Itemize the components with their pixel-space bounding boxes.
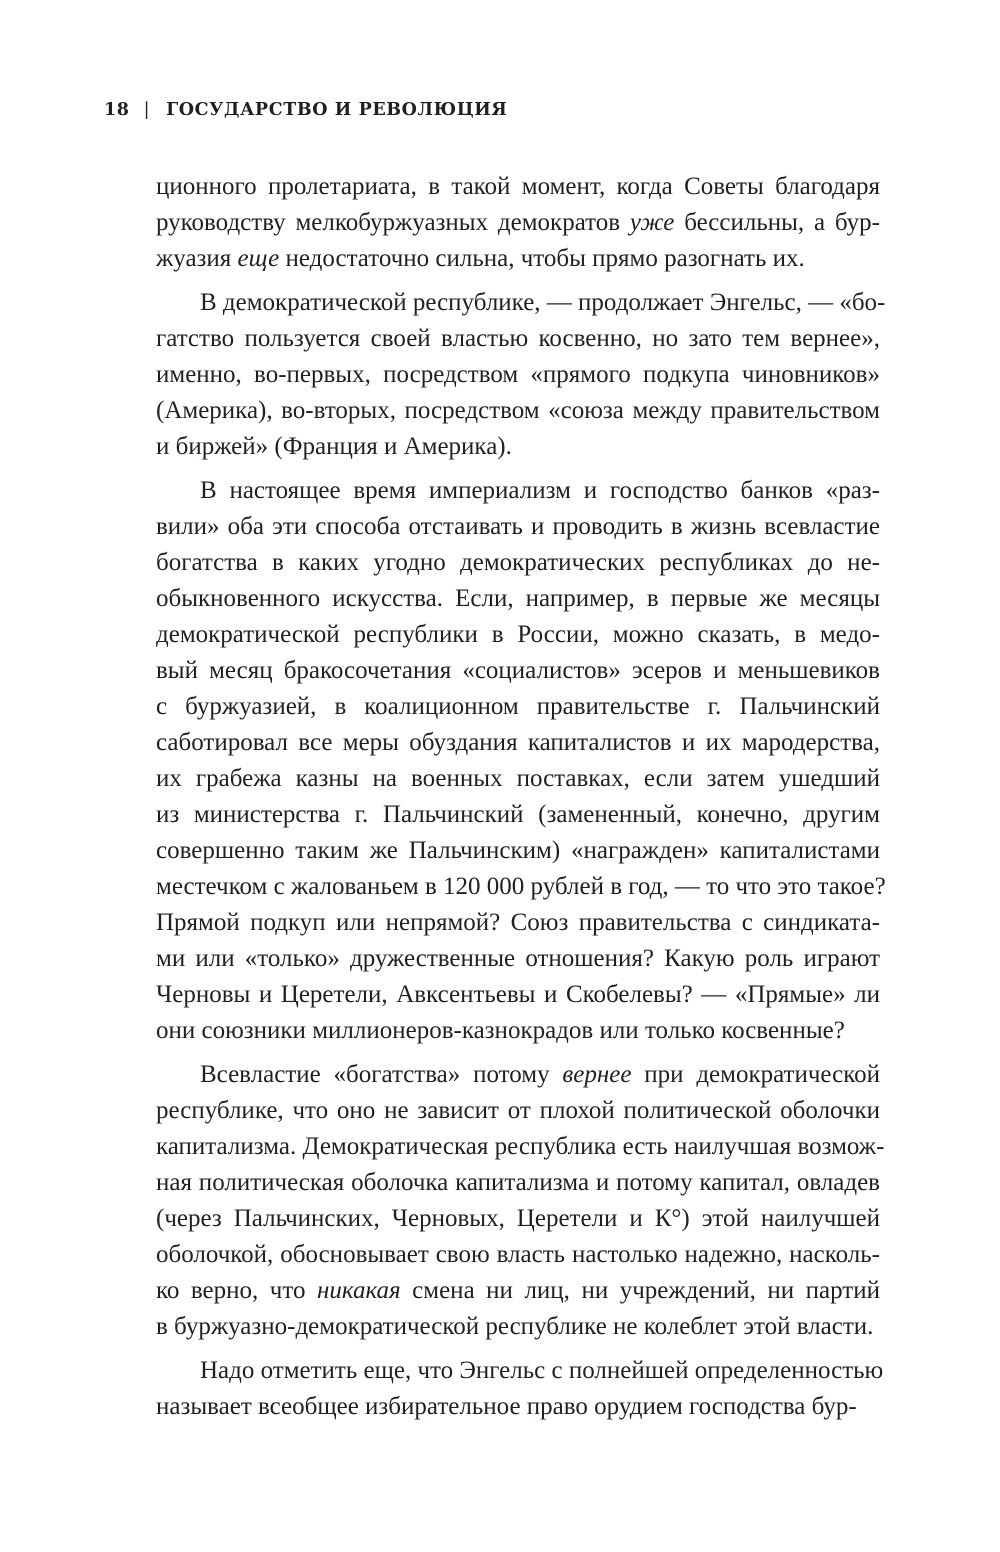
text-line bbox=[156, 653, 880, 689]
text-segment: демократической республики в России, можно сказать, в медо- bbox=[156, 621, 880, 648]
text-segment: ная политическая оболочка капитализма и потому капитал, овладев bbox=[156, 1169, 880, 1196]
emphasis-text: еще bbox=[237, 245, 280, 272]
text-segment: (через Пальчинских, Черновых, Церетели и К°) этой наилучшей bbox=[156, 1205, 880, 1232]
text-segment: вый месяц бракосочетания «социалистов» эсеров и меньшевиков bbox=[156, 657, 880, 684]
text-line bbox=[156, 617, 880, 653]
text-line bbox=[156, 1201, 880, 1237]
text-line bbox=[156, 581, 880, 617]
text-segment: их грабежа казны на военных поставках, если затем ушедший bbox=[156, 765, 880, 792]
text-segment: саботировал все меры обуздания капиталистов и их мародерства, bbox=[156, 729, 880, 756]
text-line bbox=[156, 1389, 880, 1425]
text-line bbox=[156, 833, 880, 869]
paragraph bbox=[156, 1057, 885, 1345]
emphasis-text: никакая bbox=[316, 1277, 401, 1304]
text-segment: бессильны, а бур- bbox=[674, 209, 881, 236]
text-segment: именно, во-первых, посредством «прямого подкупа чиновников» bbox=[156, 361, 880, 388]
body-text bbox=[156, 169, 886, 1425]
text-line bbox=[156, 725, 880, 761]
text-line bbox=[156, 285, 886, 321]
text-segment: В настоящее время империализм и господство банков «раз- bbox=[200, 477, 880, 504]
book-title: ГОСУДАРСТВО И РЕВОЛЮЦИЯ bbox=[166, 100, 508, 120]
text-segment: В демократической республике, — продолжает Энгельс, — «бо- bbox=[200, 289, 886, 316]
text-segment: ционного пролетариата, в такой момент, когда Советы благодаря bbox=[156, 173, 880, 200]
text-segment: богатства в каких угодно демократических республиках до не- bbox=[156, 549, 880, 576]
text-line bbox=[156, 1165, 880, 1201]
text-line bbox=[156, 321, 880, 357]
text-segment: Прямой подкуп или непрямой? Союз правительства с синдиката- bbox=[156, 909, 880, 936]
text-line bbox=[156, 761, 880, 797]
text-line bbox=[156, 241, 880, 277]
page-number: 18 bbox=[104, 100, 130, 120]
text-segment: жуазия bbox=[156, 245, 238, 272]
text-line bbox=[156, 545, 880, 581]
text-line bbox=[156, 393, 880, 429]
text-line bbox=[156, 1129, 885, 1165]
text-segment: они союзники миллионеров-казнокрадов или только косвенные? bbox=[156, 1017, 845, 1044]
text-line bbox=[156, 1013, 880, 1049]
text-segment: и биржей» (Франция и Америка). bbox=[156, 433, 512, 460]
paragraph bbox=[156, 285, 886, 465]
text-line bbox=[156, 869, 886, 905]
text-segment: обыкновенного искусства. Если, например, в первые же месяцы bbox=[156, 585, 880, 612]
text-segment: капитализма. Демократическая республика есть наилучшая возмож- bbox=[156, 1133, 885, 1160]
text-line bbox=[156, 977, 880, 1013]
text-line bbox=[156, 1353, 884, 1389]
text-line bbox=[156, 941, 880, 977]
text-line bbox=[156, 205, 880, 241]
text-segment: (Америка), во-вторых, посредством «союза между правительством bbox=[156, 397, 880, 424]
text-segment: при демократической bbox=[631, 1061, 880, 1088]
text-segment: оболочкой, обосновывает свою власть настолько надежно, насколь- bbox=[156, 1241, 880, 1268]
text-line bbox=[156, 1273, 880, 1309]
paragraph bbox=[156, 1353, 884, 1425]
text-line bbox=[156, 509, 880, 545]
text-segment: с буржуазией, в коалиционном правительстве г. Пальчинский bbox=[156, 693, 880, 720]
text-segment: гатство пользуется своей властью косвенно, но зато тем вернее», bbox=[156, 325, 880, 352]
text-segment: местечком с жалованьем в 120 000 рублей в год, — то что это такое? bbox=[156, 873, 886, 900]
emphasis-text: вернее bbox=[562, 1061, 632, 1088]
text-segment: в буржуазно-демократической республике не колеблет этой власти. bbox=[156, 1313, 874, 1340]
text-segment: руководству мелкобуржуазных демократов bbox=[156, 209, 630, 236]
text-segment: совершенно таким же Пальчинским) «награжден» капиталистами bbox=[156, 837, 880, 864]
text-line bbox=[156, 689, 880, 725]
text-line bbox=[156, 1237, 880, 1273]
text-line bbox=[156, 429, 880, 465]
header-separator: | bbox=[143, 100, 151, 120]
running-head bbox=[104, 100, 507, 120]
text-segment: называет всеобщее избирательное право орудием господства бур- bbox=[156, 1393, 857, 1420]
text-segment: из министерства г. Пальчинский (замененный, конечно, другим bbox=[156, 801, 880, 828]
text-segment: республике, что оно не зависит от плохой политической оболочки bbox=[156, 1097, 880, 1124]
text-line bbox=[156, 1309, 880, 1345]
emphasis-text: уже bbox=[629, 209, 675, 236]
text-segment: Черновы и Церетели, Авксентьевы и Скобелевы? — «Прямые» ли bbox=[156, 981, 880, 1008]
text-segment: Надо отметить еще, что Энгельс с полнейшей определенностью bbox=[200, 1357, 884, 1384]
text-line bbox=[156, 1093, 880, 1129]
text-line bbox=[156, 1057, 880, 1093]
text-segment: вили» оба эти способа отстаивать и проводить в жизнь всевластие bbox=[156, 513, 880, 540]
text-segment: ми или «только» дружественные отношения? Какую роль играют bbox=[156, 945, 880, 972]
text-segment: Всевластие «богатства» потому bbox=[200, 1061, 563, 1088]
paragraph bbox=[156, 473, 886, 1049]
text-segment: ко верно, что bbox=[156, 1277, 317, 1304]
text-line bbox=[156, 797, 880, 833]
text-segment: смена ни лиц, ни учреждений, ни партий bbox=[400, 1277, 880, 1304]
text-line bbox=[156, 473, 880, 509]
text-line bbox=[156, 169, 880, 205]
text-line bbox=[156, 357, 880, 393]
paragraph bbox=[156, 169, 880, 277]
text-segment: недостаточно сильна, чтобы прямо разогнать их. bbox=[279, 245, 805, 272]
text-line bbox=[156, 905, 880, 941]
